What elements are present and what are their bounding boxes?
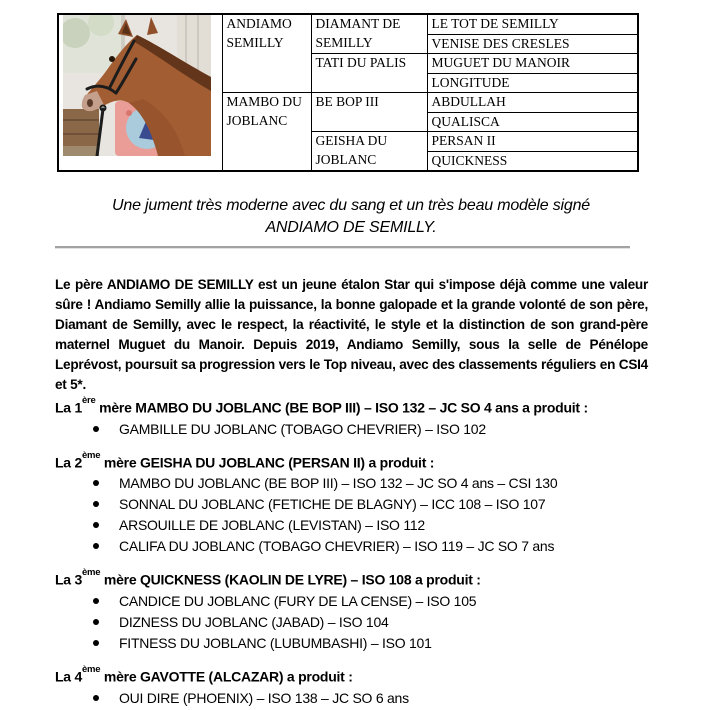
pedigree-ancestor: MUGUET DU MANOIR <box>427 54 638 74</box>
heading-prefix: La 3 <box>55 571 83 588</box>
section-divider <box>55 246 630 249</box>
dam-section-1 <box>55 394 655 440</box>
dam-sections <box>55 394 655 709</box>
list-item <box>55 591 655 612</box>
list-item-text: DIZNESS DU JOBLANC (JABAD) – ISO 104 <box>119 613 389 630</box>
horse-photo-cell <box>58 14 222 171</box>
list-item <box>55 473 655 494</box>
heading-superscript: ème <box>82 663 101 675</box>
section-heading <box>55 663 655 688</box>
list-item-text: ARSOUILLE DE JOBLANC (LEVISTAN) – ISO 112 <box>119 517 425 534</box>
heading-superscript: ère <box>82 395 96 406</box>
bullet-icon <box>93 543 99 549</box>
bullet-icon <box>93 619 99 625</box>
list-item <box>55 633 655 654</box>
bullet-icon <box>93 480 99 486</box>
list-item <box>55 494 655 515</box>
heading-rest: mère GEISHA DU JOBLANC (PERSAN II) a produit : <box>100 454 435 471</box>
list-item-text: CALIFA DU JOBLANC (TOBAGO CHEVRIER) – ISO 119 – JC SO 7 ans <box>119 538 555 555</box>
pedigree-sire: ANDIAMO SEMILLY <box>222 14 311 93</box>
section-heading <box>55 449 655 474</box>
list-item <box>55 536 655 557</box>
dam-section-4 <box>55 663 655 709</box>
pedigree-granddam: TATI DU PALIS <box>311 54 427 93</box>
heading-prefix: La 4 <box>55 668 83 685</box>
pedigree-ancestor: LONGITUDE <box>427 73 638 93</box>
list-item-text: CANDICE DU JOBLANC (FURY DE LA CENSE) – ISO 105 <box>119 592 477 609</box>
caption <box>51 195 651 239</box>
caption-line1: Une jument très moderne avec du sang et un très beau modèle signé <box>112 197 590 214</box>
pedigree-ancestor: LE TOT DE SEMILLY <box>427 14 638 34</box>
list-item <box>55 515 655 536</box>
section-heading <box>55 394 655 419</box>
heading-rest: mère GAVOTTE (ALCAZAR) a produit : <box>100 668 353 685</box>
bullet-icon <box>93 640 99 646</box>
pedigree-ancestor: ABDULLAH <box>427 93 638 113</box>
pedigree-ancestor: VENISE DES CRESLES <box>427 34 638 54</box>
heading-rest: mère QUICKNESS (KAOLIN DE LYRE) – ISO 108 a produit : <box>100 571 481 588</box>
list-item <box>55 419 655 440</box>
bullet-icon <box>93 522 99 528</box>
pedigree-ancestor: QUICKNESS <box>427 151 638 171</box>
horse-photo <box>63 15 211 156</box>
caption-line2: ANDIAMO DE SEMILLY. <box>265 219 437 236</box>
heading-prefix: La 2 <box>55 454 83 471</box>
pedigree-dam: MAMBO DU JOBLANC <box>222 93 311 172</box>
heading-superscript: ème <box>82 449 101 461</box>
pedigree-ancestor: PERSAN II <box>427 132 638 152</box>
list-item-text: SONNAL DU JOBLANC (FETICHE DE BLAGNY) – ICC 108 – ISO 107 <box>119 496 546 513</box>
heading-rest: mère MAMBO DU JOBLANC (BE BOP III) – ISO 132 – JC SO 4 ans a produit : <box>95 399 588 416</box>
pedigree-grandsire: BE BOP III <box>311 93 427 132</box>
list-item-text: FITNESS DU JOBLANC (LUBUMBASHI) – ISO 101 <box>119 634 432 651</box>
list-item-text: OUI DIRE (PHOENIX) – ISO 138 – JC SO 6 ans <box>119 689 409 706</box>
bullet-icon <box>93 501 99 507</box>
list-item <box>55 688 655 709</box>
bullet-icon <box>93 695 99 701</box>
dam-section-3 <box>55 566 655 654</box>
dam-section-2 <box>55 449 655 558</box>
list-item-text: GAMBILLE DU JOBLANC (TOBAGO CHEVRIER) – ISO 102 <box>119 420 486 437</box>
bullet-icon <box>93 426 99 432</box>
pedigree-granddam: GEISHA DU JOBLANC <box>311 132 427 172</box>
list-item-text: MAMBO DU JOBLANC (BE BOP III) – ISO 132 – JC SO 4 ans – CSI 130 <box>119 475 558 492</box>
pedigree-table <box>57 13 639 172</box>
heading-prefix: La 1 <box>55 399 83 416</box>
pedigree-ancestor: QUALISCA <box>427 112 638 132</box>
heading-superscript: ème <box>82 567 101 579</box>
list-item <box>55 612 655 633</box>
pedigree-grandsire: DIAMANT DE SEMILLY <box>311 14 427 54</box>
bullet-icon <box>93 598 99 604</box>
intro-paragraph: Le père ANDIAMO DE SEMILLY est un jeune étalon Star qui s'impose déjà comme une valeur sûre ! Andiamo Semilly allie la puissance, la bonne galopade et la grande volonté de son père, Diamant de Semilly, avec le respect, la réactivité, le style et la distinction de son grand-père maternel Muguet du Manoir. Depuis 2019, Andiamo Semilly, sous la selle de Pénélope Leprévost, poursuit sa progression vers le Top niveau, avec des classements réguliers en CSI4 et 5*. <box>55 277 648 392</box>
section-heading <box>55 566 655 591</box>
